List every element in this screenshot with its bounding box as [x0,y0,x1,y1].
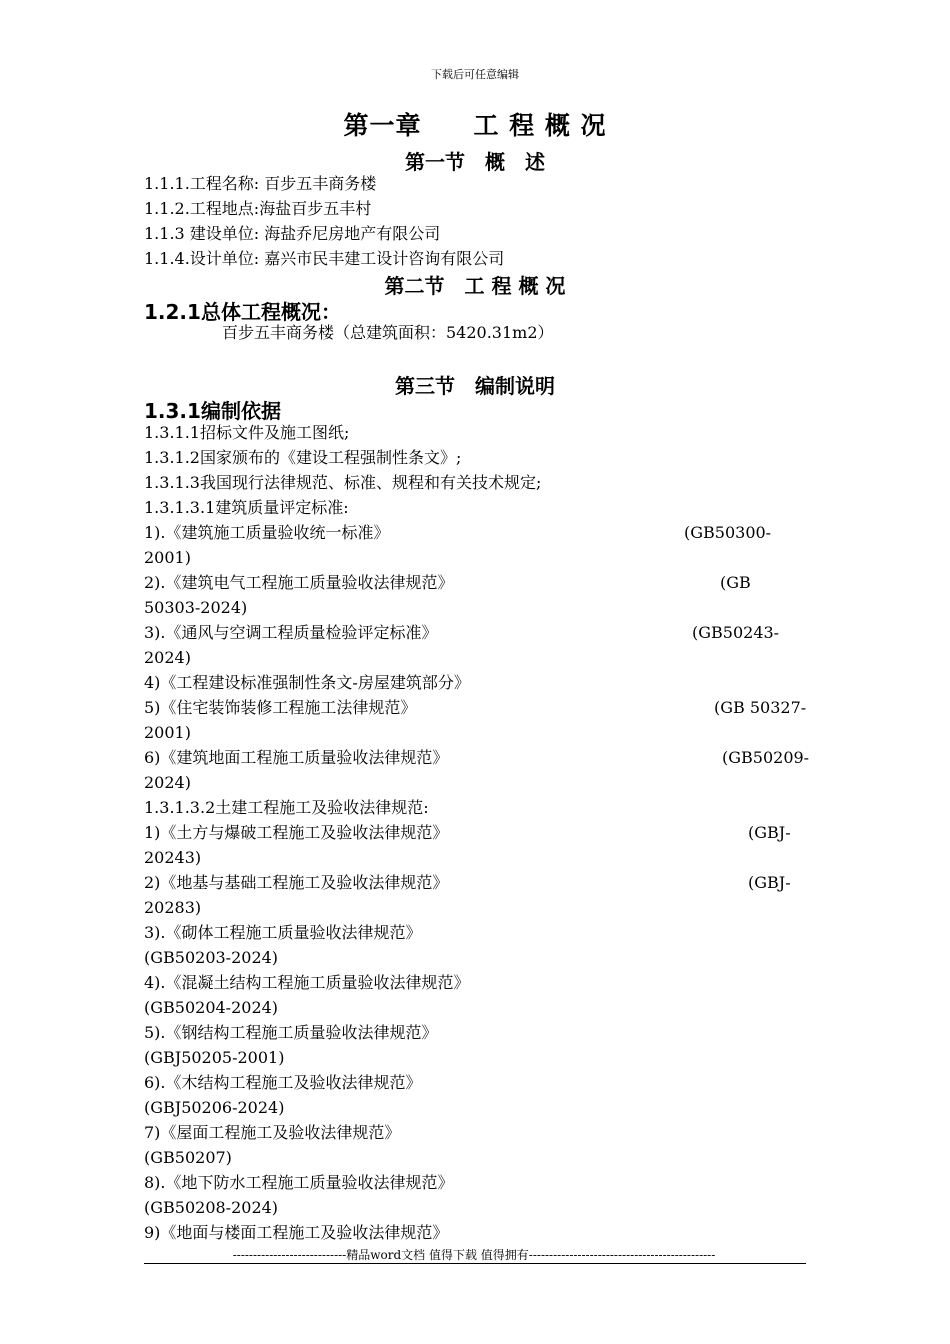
standard-name: 7)《屋面工程施工及验收法律规范》 [144,1123,401,1142]
standard-code: (GBJ- [748,823,791,842]
basis-item: 1.3.1.3.1建筑质量评定标准: [144,498,349,517]
section3-subtitle: 1.3.1编制依据 [144,399,281,423]
standard-code: 20243) [144,848,202,867]
standard-name: 8).《地下防水工程施工质量验收法律规范》 [144,1173,454,1192]
standard-name: 3).《砌体工程施工质量验收法律规范》 [144,923,422,942]
header-note: 下载后可任意编辑 [431,68,519,81]
standard-code: 2024) [144,773,191,792]
standard-code: (GB50204-2024) [144,998,279,1017]
standard-code: (GB 50327- [714,698,807,717]
standard-name: 5).《钢结构工程施工质量验收法律规范》 [144,1023,438,1042]
standard-code: (GB50243- [692,623,780,642]
footer-rule [144,1263,806,1264]
standard-code: 2001) [144,548,191,567]
standard-code: (GB50300- [684,523,772,542]
footer-note: ----------------------------精品word文档 值得下载 值得拥有---------------------------------------------- [232,1248,716,1262]
standard-code: (GB50203-2024) [144,948,279,967]
basis-item: 1.3.1.2国家颁布的《建设工程强制性条文》; [144,448,462,467]
project-name: 1.1.1.工程名称: 百步五丰商务楼 [144,174,377,193]
standard-code: 20283) [144,898,202,917]
standard-name: 1).《建筑施工质量验收统一标准》 [144,523,390,542]
civil-heading: 1.3.1.3.2土建工程施工及验收法律规范: [144,798,429,817]
standard-name: 2).《建筑电气工程施工质量验收法律规范》 [144,573,454,592]
standard-code: 2024) [144,648,191,667]
design-unit: 1.1.4.设计单位: 嘉兴市民丰建工设计咨询有限公司 [144,249,505,268]
section1-title: 第一节 概 述 [405,150,545,174]
standard-name: 6).《木结构工程施工及验收法律规范》 [144,1073,422,1092]
standard-name: 5)《住宅装饰装修工程施工法律规范》 [144,698,417,717]
standard-code: 50303-2024) [144,598,248,617]
basis-item: 1.3.1.1招标文件及施工图纸; [144,423,350,442]
standard-name: 4).《混凝土结构工程施工质量验收法律规范》 [144,973,470,992]
standard-code: (GBJ- [748,873,791,892]
chapter-title: 第一章 工 程 概 况 [343,111,607,140]
project-location: 1.1.2.工程地点:海盐百步五丰村 [144,199,372,218]
standard-name: 9)《地面与楼面工程施工及验收法律规范》 [144,1223,449,1242]
standard-code: (GB50207) [144,1148,232,1167]
section3-title: 第三节 编制说明 [395,374,555,398]
standard-name: 4)《工程建设标准强制性条文-房屋建筑部分》 [144,673,470,692]
overview-text: 百步五丰商务楼（总建筑面积：5420.31m2） [222,323,554,342]
standard-code: (GB50209- [722,748,810,767]
section2-subtitle: 1.2.1总体工程概况： [144,300,341,324]
section2-title: 第二节 工 程 概 况 [384,274,566,298]
standard-name: 2)《地基与基础工程施工及验收法律规范》 [144,873,449,892]
construction-unit: 1.1.3 建设单位: 海盐乔尼房地产有限公司 [144,224,441,243]
standard-code: (GB [720,573,751,592]
standard-code: (GB50208-2024) [144,1198,279,1217]
standard-code: (GBJ50205-2001) [144,1048,285,1067]
standard-code: 2001) [144,723,191,742]
standard-code: (GBJ50206-2024) [144,1098,285,1117]
standard-name: 6)《建筑地面工程施工质量验收法律规范》 [144,748,449,767]
basis-item: 1.3.1.3我国现行法律规范、标准、规程和有关技术规定; [144,473,542,492]
standard-name: 1)《土方与爆破工程施工及验收法律规范》 [144,823,449,842]
standard-name: 3).《通风与空调工程质量检验评定标准》 [144,623,438,642]
